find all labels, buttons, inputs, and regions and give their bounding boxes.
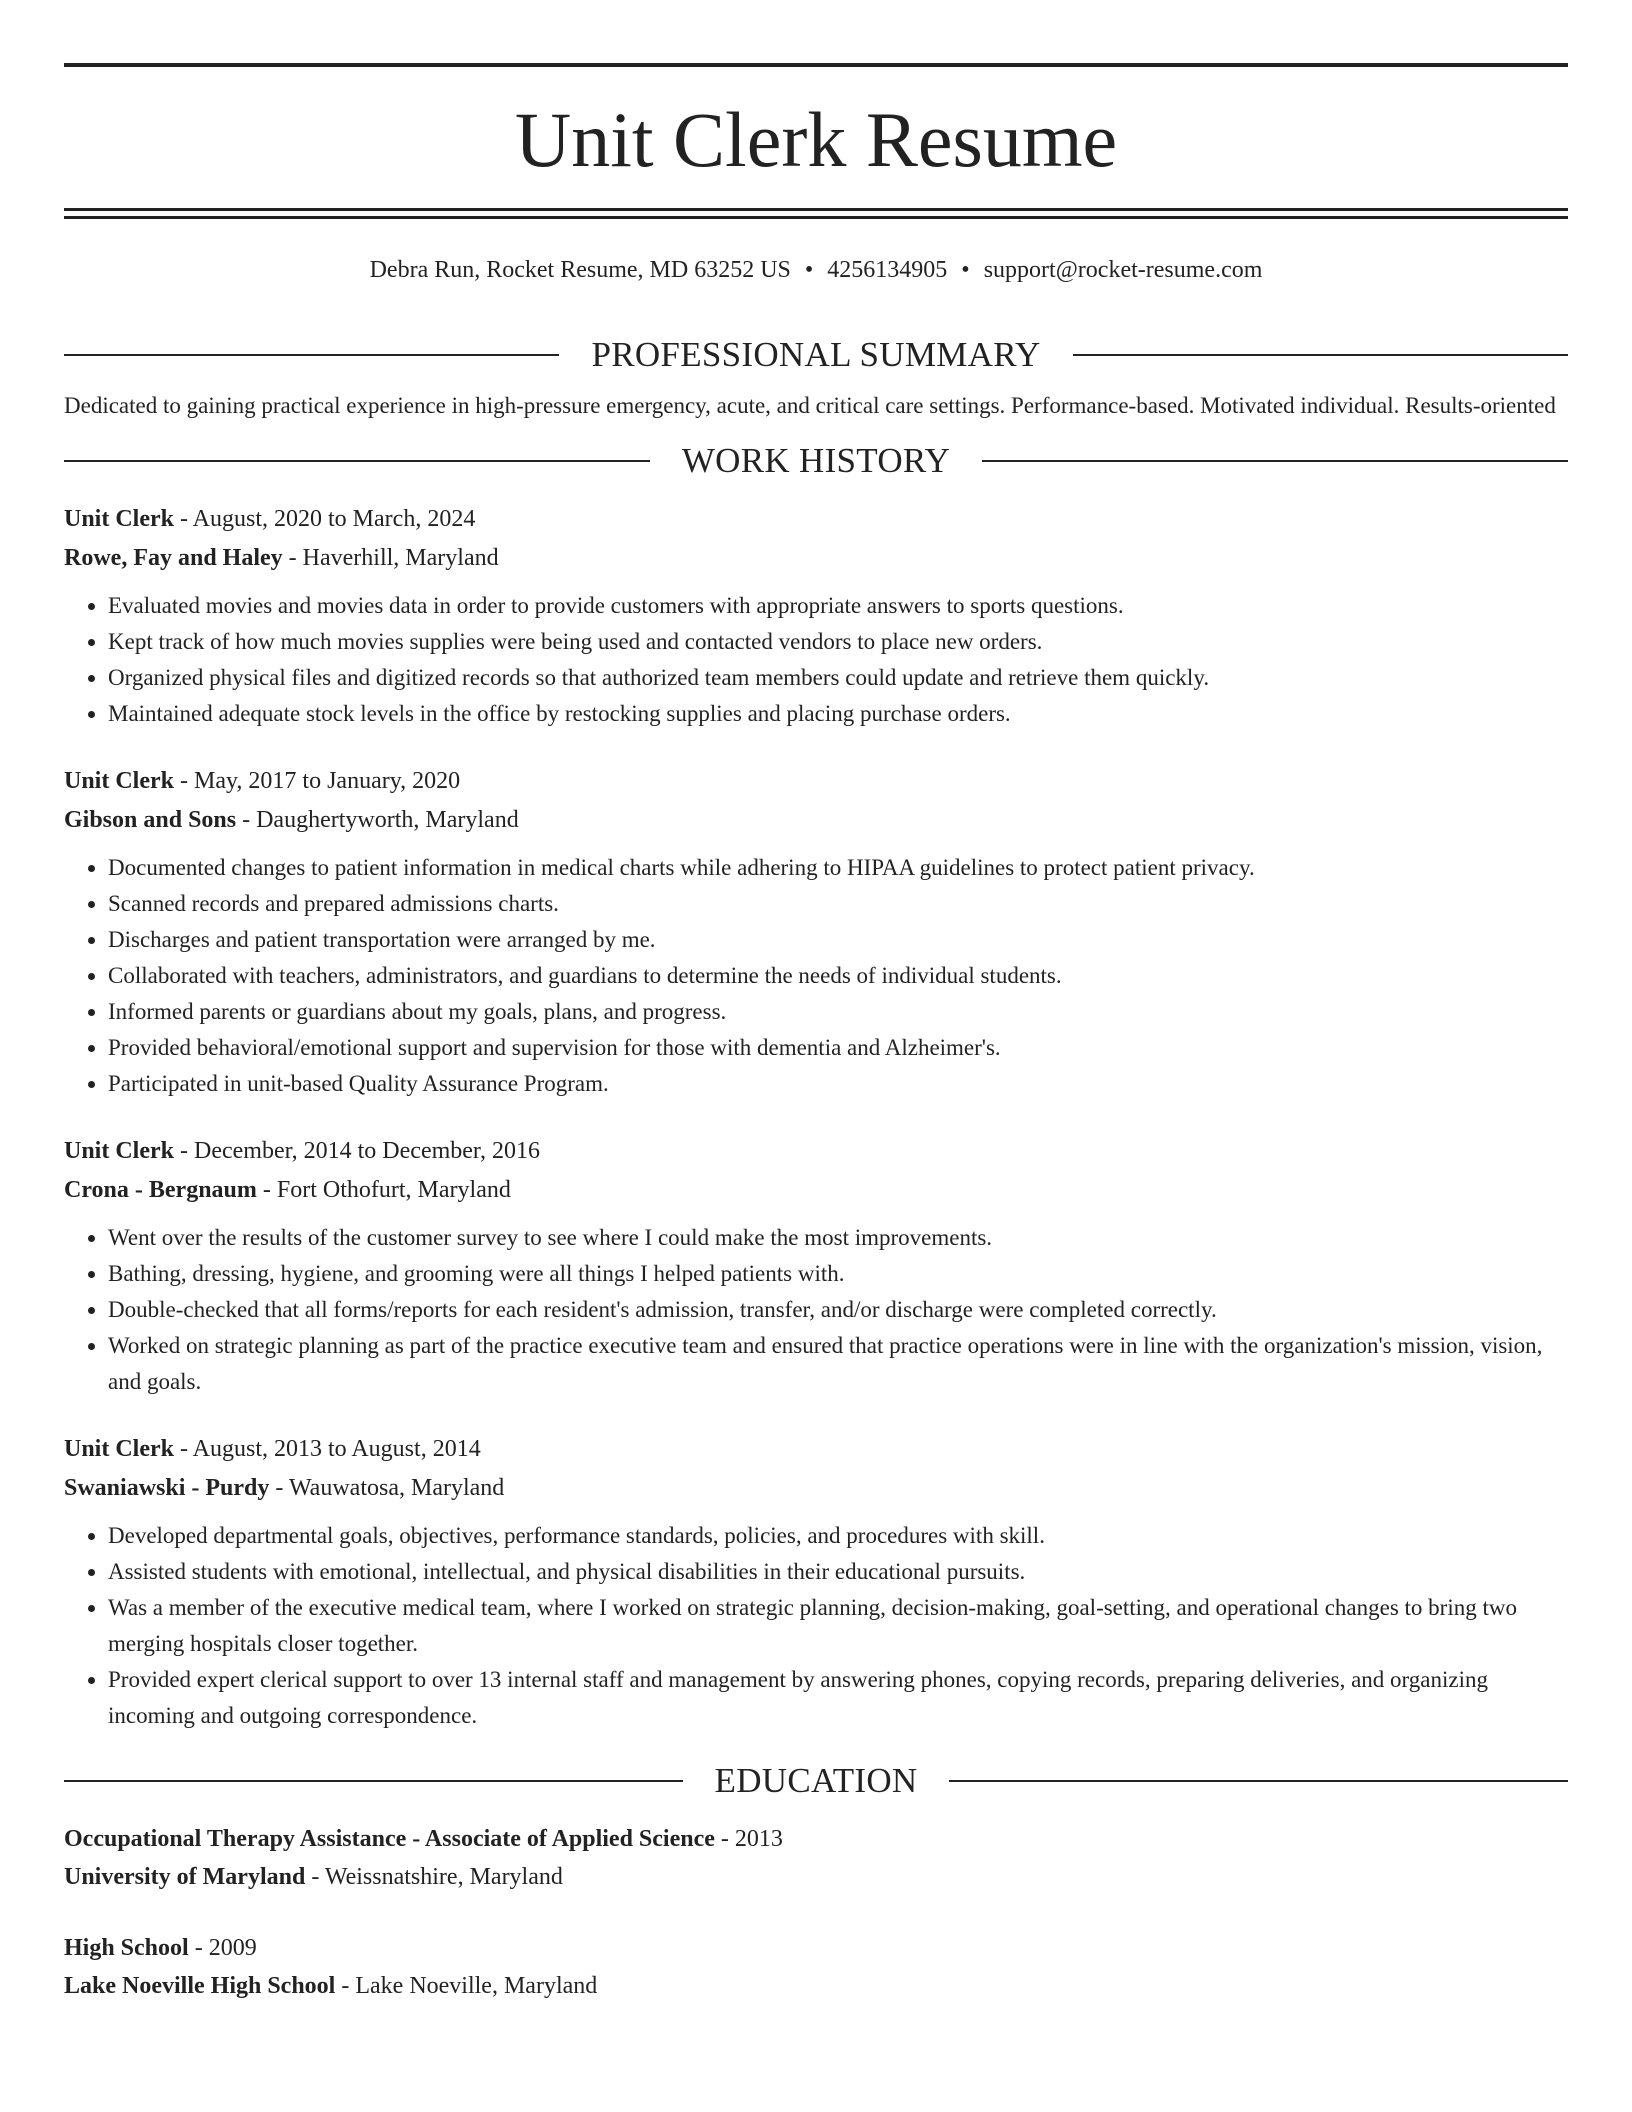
education-degree-line (64, 1929, 1568, 1967)
job-duty-item: • Double-checked that all forms/reports for each resident's admission, transfer, and/or discharge were completed correctly. (108, 1292, 1568, 1328)
job-company-line (64, 801, 1568, 840)
education-degree-line (64, 1820, 1568, 1858)
top-rule (64, 63, 1568, 67)
job-duty-item: • Assisted students with emotional, intellectual, and physical disabilities in their educational pursuits. (108, 1554, 1568, 1590)
job-company: Swaniawski - Purdy (64, 1475, 270, 1501)
job-location: - Haverhill, Maryland (282, 545, 499, 571)
work-history-heading-label: WORK HISTORY (681, 441, 951, 480)
education-school-line (64, 1858, 1568, 1896)
job-duty-item: • Participated in unit-based Quality Assurance Program. (108, 1066, 1568, 1102)
job-dates: - August, 2013 to August, 2014 (174, 1436, 481, 1462)
job-duty-item: • Documented changes to patient information in medical charts while adhering to HIPAA guidelines to protect patient privacy. (108, 850, 1568, 886)
job-title: Unit Clerk (64, 506, 174, 532)
education-year: - 2013 (714, 1826, 783, 1852)
job-duties-list (64, 850, 1568, 1102)
job-duty-item: • Collaborated with teachers, administrators, and guardians to determine the needs of individual students. (108, 958, 1568, 994)
summary-heading-label: PROFESSIONAL SUMMARY (591, 335, 1041, 374)
job-title: Unit Clerk (64, 768, 174, 794)
job-duty-item: • Organized physical files and digitized records so that authorized team members could update and retrieve them quickly. (108, 660, 1568, 696)
education-heading-label: EDUCATION (714, 1761, 918, 1800)
education-school: University of Maryland (64, 1864, 306, 1890)
contact-line (64, 254, 1568, 286)
job-entry (64, 500, 1568, 732)
job-company: Crona - Bergnaum (64, 1177, 257, 1203)
job-title-line (64, 500, 1568, 539)
education-degree: Occupational Therapy Assistance - Associate of Applied Science (64, 1826, 715, 1852)
heading-rule-right (982, 460, 1568, 462)
summary-text: Dedicated to gaining practical experience in high-pressure emergency, acute, and critical care settings. Performance-based. Motivated individual. Results-oriented (64, 393, 1556, 418)
heading-rule-left (64, 354, 559, 356)
contact-separator: • (804, 257, 814, 283)
job-entry (64, 1132, 1568, 1400)
education-school-line (64, 1967, 1568, 2005)
job-duties-list (64, 588, 1568, 732)
job-duties-list (64, 1220, 1568, 1400)
heading-rule-right (1073, 354, 1568, 356)
job-company-line (64, 539, 1568, 578)
work-history-heading (64, 436, 1568, 486)
job-dates: - December, 2014 to December, 2016 (174, 1138, 540, 1164)
education-location: - Lake Noeville, Maryland (335, 1973, 598, 1999)
job-title-line (64, 1430, 1568, 1469)
title-rule-upper (64, 208, 1568, 211)
job-duty-item: • Informed parents or guardians about my goals, plans, and progress. (108, 994, 1568, 1030)
job-title: Unit Clerk (64, 1138, 174, 1164)
resume-title: Unit Clerk Resume (514, 96, 1118, 183)
title-rule-lower (64, 216, 1568, 219)
heading-rule-left (64, 460, 650, 462)
job-title-line (64, 1132, 1568, 1171)
job-company-line (64, 1469, 1568, 1508)
job-duty-item: • Went over the results of the customer survey to see where I could make the most improvements. (108, 1220, 1568, 1256)
job-location: - Fort Othofurt, Maryland (256, 1177, 511, 1203)
job-dates: - May, 2017 to January, 2020 (174, 768, 461, 794)
job-duty-item: • Scanned records and prepared admissions charts. (108, 886, 1568, 922)
job-duty-item: • Evaluated movies and movies data in order to provide customers with appropriate answers to sports questions. (108, 588, 1568, 624)
resume-content (64, 330, 1568, 2005)
job-entry (64, 1430, 1568, 1734)
education-heading (64, 1756, 1568, 1806)
job-title-line (64, 762, 1568, 801)
contact-email: support@rocket-resume.com (983, 257, 1263, 283)
job-duty-item: • Provided behavioral/emotional support and supervision for those with dementia and Alzheimer's. (108, 1030, 1568, 1066)
education-entry (64, 1929, 1568, 2005)
contact-separator: • (961, 257, 970, 283)
job-location: - Wauwatosa, Maryland (269, 1475, 505, 1501)
job-dates: - August, 2020 to March, 2024 (174, 506, 476, 532)
contact-address: Debra Run, Rocket Resume, MD 63252 US (369, 257, 791, 283)
job-duty-item: • Provided expert clerical support to over 13 internal staff and management by answering phones, copying records, preparing deliveries, and organizing incoming and outgoing correspondence. (108, 1662, 1568, 1734)
job-duties-list (64, 1518, 1568, 1734)
job-duty-item: • Maintained adequate stock levels in the office by restocking supplies and placing purchase orders. (108, 696, 1568, 732)
job-company-line (64, 1171, 1568, 1210)
education-school: Lake Noeville High School (64, 1973, 336, 1999)
education-year: - 2009 (188, 1935, 257, 1961)
education-location: - Weissnatshire, Maryland (305, 1864, 563, 1890)
job-title: Unit Clerk (64, 1436, 174, 1462)
job-duty-item: • Worked on strategic planning as part of the practice executive team and ensured that practice operations were in line with the organization's mission, vision, and goals. (108, 1328, 1568, 1400)
job-location: - Daughertyworth, Maryland (236, 807, 519, 833)
education-entry (64, 1820, 1568, 1896)
job-duty-item: • Discharges and patient transportation were arranged by me. (108, 922, 1568, 958)
education-list (64, 1820, 1568, 2005)
heading-rule-left (64, 1780, 683, 1782)
education-degree: High School (64, 1935, 189, 1961)
heading-rule-right (949, 1780, 1568, 1782)
job-duty-item: • Kept track of how much movies supplies were being used and contacted vendors to place new orders. (108, 624, 1568, 660)
job-duty-item: • Bathing, dressing, hygiene, and grooming were all things I helped patients with. (108, 1256, 1568, 1292)
job-company: Gibson and Sons (64, 807, 237, 833)
work-history-list (64, 500, 1568, 1734)
contact-phone: 4256134905 (827, 257, 948, 283)
job-company: Rowe, Fay and Haley (64, 545, 283, 571)
summary-heading (64, 330, 1568, 380)
job-entry (64, 762, 1568, 1102)
job-duty-item: • Developed departmental goals, objectives, performance standards, policies, and procedures with skill. (108, 1518, 1568, 1554)
job-duty-item: • Was a member of the executive medical team, where I worked on strategic planning, decision-making, goal-setting, and operational changes to bring two merging hospitals closer together. (108, 1590, 1568, 1662)
